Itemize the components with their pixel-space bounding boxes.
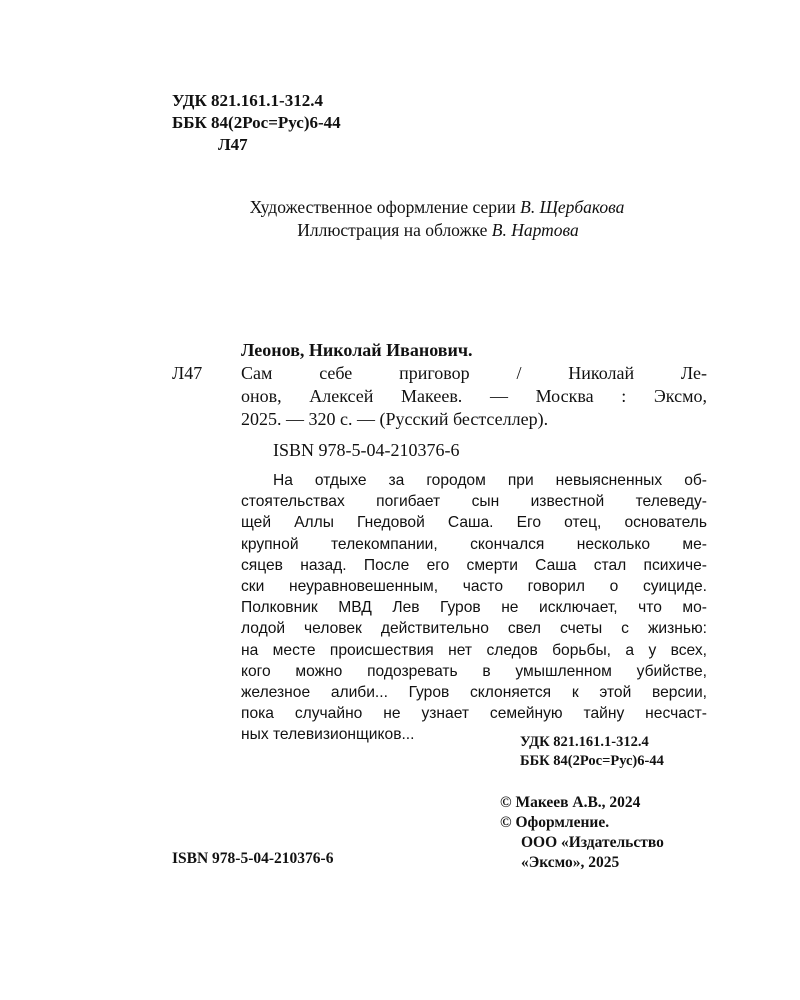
annotation-line: На отдыхе за городом при невыясненных об- <box>273 472 707 489</box>
cover-illustrator-name: В. Нартова <box>491 220 579 240</box>
annotation <box>241 470 707 746</box>
record-isbn: ISBN 978-5-04-210376-6 <box>273 440 460 460</box>
bibliographic-record <box>241 362 707 431</box>
copyright-design: © Оформление. <box>500 814 610 831</box>
annotation-line: кого можно подозревать в умышленном убийстве, <box>241 662 707 680</box>
series-design-credit: Художественное оформление серии В. Щербакова <box>249 197 625 217</box>
credits <box>0 196 800 242</box>
record-line: 2025. — 320 с. — (Русский бестселлер). <box>241 409 549 429</box>
bbk-code: ББК 84(2Рос=Рус)6-44 <box>172 113 341 132</box>
classification-codes-bottom <box>520 733 664 771</box>
classification-codes-top <box>172 90 341 156</box>
series-designer-name: В. Щербакова <box>520 197 625 217</box>
record-line: онов, Алексей Макеев. — Москва : Эксмо, <box>241 386 707 406</box>
annotation-line: стоятельствах погибает сын известной телеведу- <box>241 493 707 511</box>
annotation-line: сяцев назад. После его смерти Саша стал психиче- <box>241 556 707 574</box>
udk-code-bottom: УДК 821.161.1-312.4 <box>520 734 649 750</box>
annotation-line: ных телевизионщиков... <box>241 726 415 744</box>
record-code: Л47 <box>172 363 203 383</box>
annotation-line: крупной телекомпании, скончался несколько ме- <box>241 535 707 553</box>
copyright-publisher-year: «Эксмо», 2025 <box>521 854 620 871</box>
isbn-bottom: ISBN 978-5-04-210376-6 <box>172 850 334 867</box>
udk-code: УДК 821.161.1-312.4 <box>172 91 323 110</box>
annotation-line: ски неуравновешенным, часто говорил о суициде. <box>241 578 707 596</box>
annotation-line: на месте происшествия нет следов борьбы, а у всех, <box>241 641 707 659</box>
copyright-publisher: ООО «Издательство <box>521 834 664 851</box>
author-sign-code: Л47 <box>218 135 248 154</box>
annotation-line: железное алиби... Гуров склоняется к этой версии, <box>241 684 707 702</box>
annotation-line: щей Аллы Гнедовой Саша. Его отец, основатель <box>241 514 707 532</box>
annotation-line: лодой человек действительно свел счеты с жизнью: <box>241 620 707 638</box>
annotation-line: пока случайно не узнает семейную тайну несчаст- <box>241 705 707 723</box>
annotation-line: Полковник МВД Лев Гуров не исключает, что мо- <box>241 599 707 617</box>
copyright-block <box>500 793 664 873</box>
copyright-author: © Макеев А.В., 2024 <box>500 794 641 811</box>
bbk-code-bottom: ББК 84(2Рос=Рус)6-44 <box>520 753 664 769</box>
record-line: Сам себе приговор / Николай Ле- <box>241 363 707 383</box>
cover-illustration-credit: Иллюстрация на обложке В. Нартова <box>297 220 579 240</box>
record-author: Леонов, Николай Иванович. <box>241 340 473 360</box>
